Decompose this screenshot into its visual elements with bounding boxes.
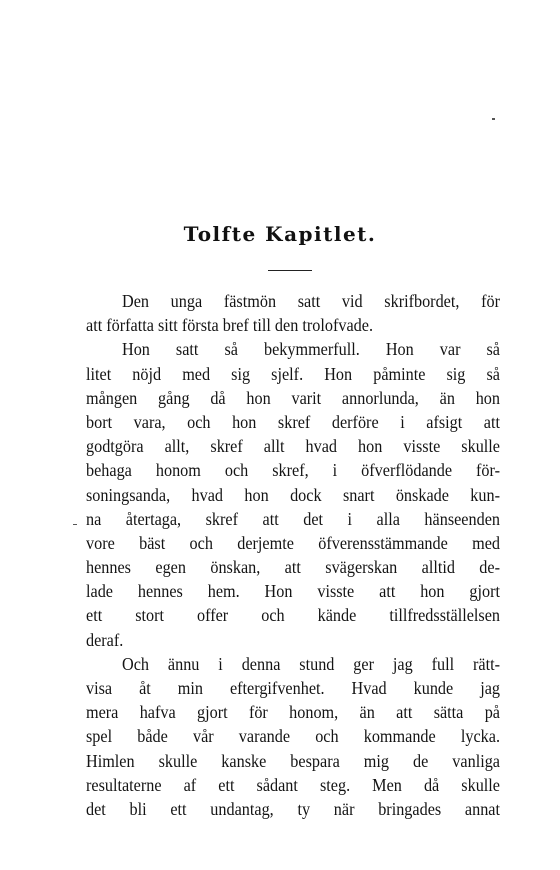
- text-line: det bli ett undantag, ty när bringades annat: [86, 798, 500, 819]
- text-line: Himlen skulle kanske bespara mig de vanliga: [86, 750, 500, 771]
- text-line: resultaterne af ett sådant steg. Men då skulle: [86, 774, 500, 795]
- text-line: behaga honom och skref, i öfverflödande för-: [86, 460, 500, 481]
- text-line: lade hennes hem. Hon visste att hon gjort: [86, 581, 500, 602]
- text-line: godtgöra allt, skref allt hvad hon visste skulle: [86, 436, 500, 457]
- print-speck: [73, 524, 77, 525]
- text-line: bort vara, och hon skref derföre i afsigt att: [86, 411, 500, 432]
- text-line: deraf.: [86, 629, 124, 650]
- title-rule: [268, 270, 312, 271]
- text-line: ett stort offer och kände tillfredsställelsen: [86, 605, 500, 626]
- text-line: litet nöjd med sig sjelf. Hon påminte sig så: [86, 363, 500, 384]
- text-line: mången gång då hon varit annorlunda, än hon: [86, 387, 500, 408]
- text-line: vore bäst och derjemte öfverensstämmande med: [86, 532, 500, 553]
- text-line: att författa sitt första bref till den trolofvade.: [86, 315, 374, 336]
- text-line: Och ännu i denna stund ger jag full rätt-: [122, 653, 500, 674]
- text-line: spel både vår varande och kommande lycka.: [86, 726, 500, 747]
- text-line: Den unga fästmön satt vid skrifbordet, för: [122, 291, 500, 311]
- text-line: mera hafva gjort för honom, än att sätta på: [86, 702, 500, 723]
- chapter-title: Tolfte Kapitlet.: [183, 222, 377, 246]
- body-text: [86, 289, 500, 821]
- text-line: hennes egen önskan, att svägerskan alltid de-: [86, 557, 500, 578]
- text-line: soningsanda, hvad hon dock snart önskade kun-: [86, 484, 500, 505]
- text-line: Hon satt så bekymmerfull. Hon var så: [122, 339, 500, 360]
- text-line: visa åt min eftergifvenhet. Hvad kunde jag: [86, 678, 500, 698]
- print-speck: [492, 118, 495, 120]
- text-line: na återtaga, skref att det i alla hänseenden: [86, 508, 500, 529]
